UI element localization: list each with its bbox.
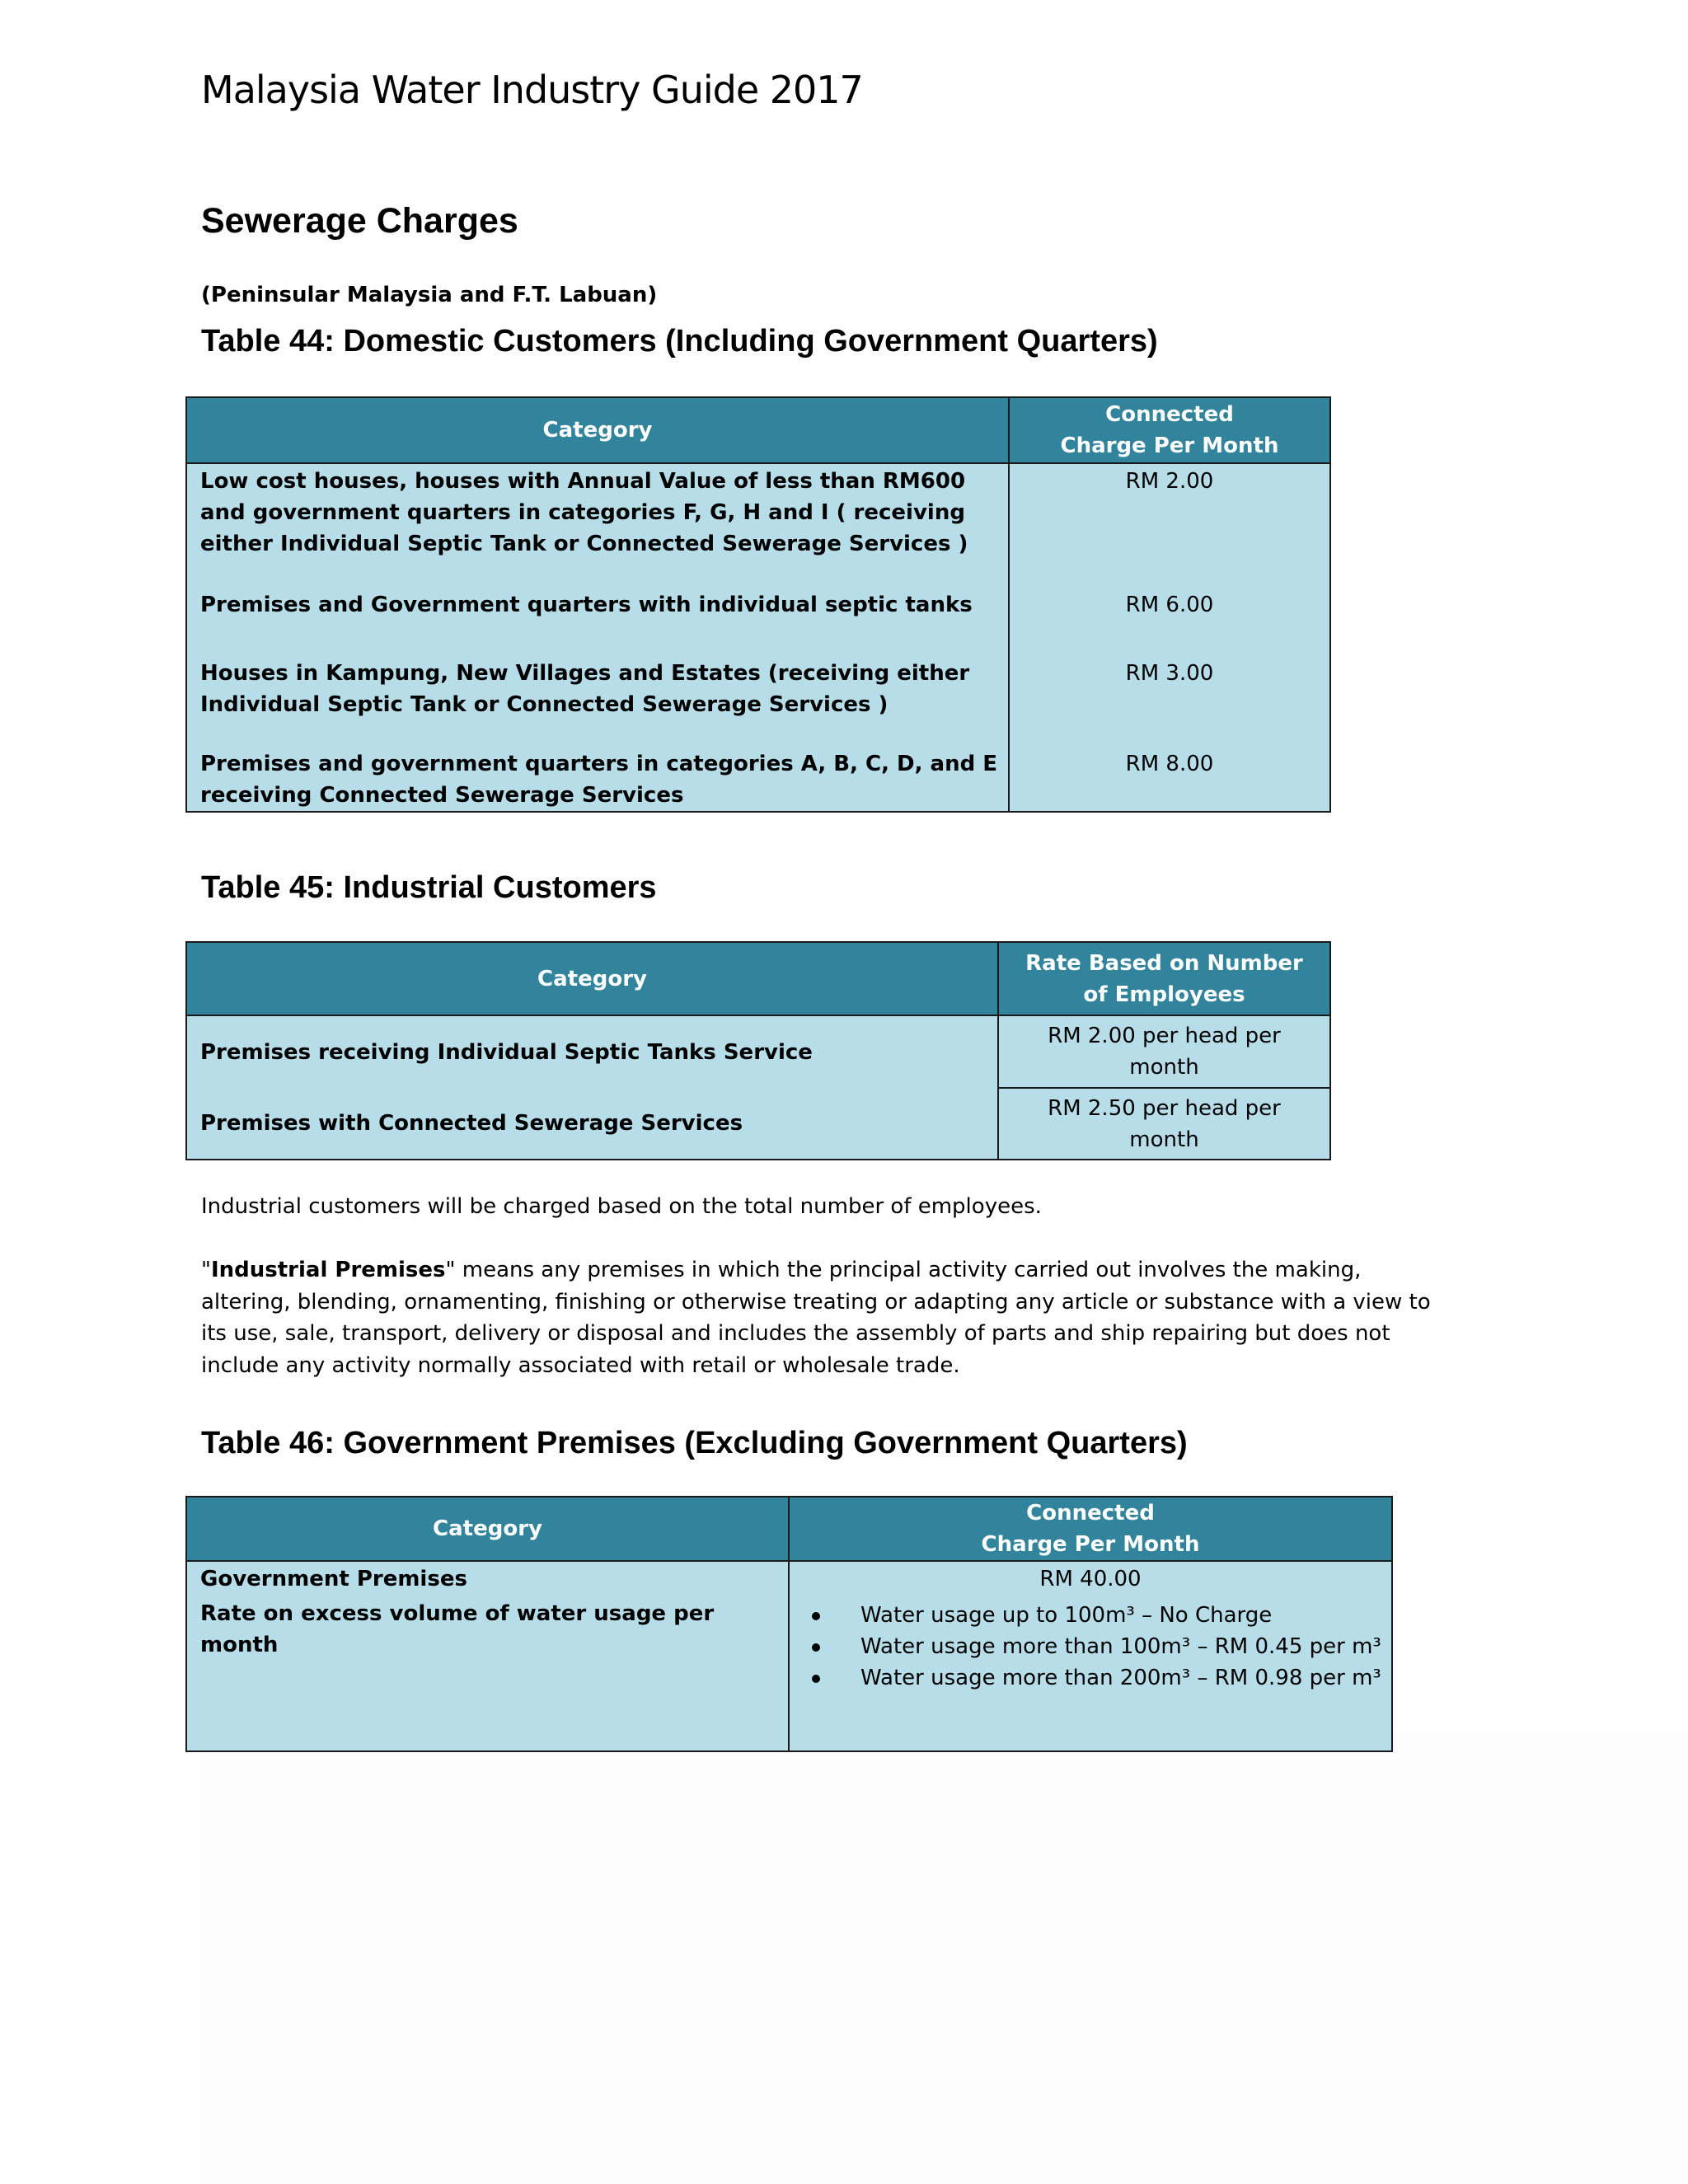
table-row [186, 589, 1330, 654]
table-46-charge-cell: RM 40.00 [789, 1561, 1392, 1598]
industrial-premises-definition [201, 1254, 1454, 1381]
table-44-category-cell: Premises and Government quarters with individual septic tanks [186, 589, 1009, 654]
table-45 [185, 941, 1331, 1160]
table-45-header-row [186, 942, 1330, 1015]
table-44-category-cell: Low cost houses, houses with Annual Value of less than RM600 and government quarters in categories F, G, H and I ( receiving either Individual Septic Tank or Connected Sewerage Services ) [186, 463, 1009, 589]
table-44 [185, 396, 1331, 813]
bullet-icon [812, 1612, 820, 1620]
table-46-header-charge [789, 1497, 1392, 1561]
table-row [186, 1088, 1330, 1160]
table-44-category-cell: Houses in Kampung, New Villages and Estates (receiving either Individual Septic Tank or Connected Sewerage Services ) [186, 654, 1009, 748]
excess-usage-rate-list [790, 1600, 1391, 1694]
definition-body: " means any premises in which the principal activity carried out involves the making, altering, blending, ornamenting, finishing or otherwise treating or adapting any article or substance with a view to its use, sale, transport, delivery or disposal and includes the assembly of parts and ship repairing but does not include any activity normally associated with retail or wholesale trade. [201, 1258, 1431, 1378]
table-46 [185, 1496, 1393, 1752]
table-46-header-row [186, 1497, 1392, 1561]
table-row [186, 1015, 1330, 1088]
table-46-category-cell: Government Premises [186, 1561, 789, 1598]
table-44-category-cell: Premises and government quarters in categories A, B, C, D, and E receiving Connected Sewerage Services [186, 748, 1009, 812]
industrial-charge-note: Industrial customers will be charged based on the total number of employees. [201, 1194, 1042, 1219]
table-row [186, 748, 1330, 812]
table-row [186, 463, 1330, 589]
table-46-title: Table 46: Government Premises (Excluding Government Quarters) [201, 1426, 1188, 1460]
bullet-icon [812, 1643, 820, 1652]
table-row [186, 1561, 1392, 1598]
table-44-charge-cell: RM 8.00 [1009, 748, 1330, 812]
table-46-header-charge-line2: Charge Per Month [981, 1532, 1200, 1557]
table-44-charge-cell: RM 3.00 [1009, 654, 1330, 748]
table-44-header-charge-line2: Charge Per Month [1060, 434, 1279, 458]
table-45-header-rate: Rate Based on Number of Employees [998, 942, 1330, 1015]
list-item-text: Water usage more than 200m³ – RM 0.98 per m³ [860, 1666, 1381, 1690]
table-44-charge-cell: RM 6.00 [1009, 589, 1330, 654]
table-44-header-category: Category [186, 397, 1009, 463]
list-item-text: Water usage up to 100m³ – No Charge [860, 1603, 1273, 1628]
table-45-title: Table 45: Industrial Customers [201, 870, 657, 905]
table-44-header-charge-line1: Connected [1105, 402, 1234, 427]
region-note: (Peninsular Malaysia and F.T. Labuan) [201, 283, 658, 307]
list-item [790, 1631, 1391, 1662]
bullet-icon [812, 1675, 820, 1683]
list-item-text: Water usage more than 100m³ – RM 0.45 per m³ [860, 1634, 1381, 1659]
list-item [790, 1600, 1391, 1631]
table-46-header-category: Category [186, 1497, 789, 1561]
table-46-category-cell: Rate on excess volume of water usage per month [186, 1598, 789, 1751]
table-45-category-cell: Premises receiving Individual Septic Tanks Service [186, 1015, 998, 1088]
table-44-header-row [186, 397, 1330, 463]
section-title: Sewerage Charges [201, 201, 518, 241]
table-row [186, 1598, 1392, 1751]
definition-term: Industrial Premises [210, 1258, 446, 1282]
page-lower-shade [201, 1731, 1688, 2184]
table-row [186, 654, 1330, 748]
table-45-rate-cell: RM 2.50 per head per month [998, 1088, 1330, 1160]
table-46-header-charge-line1: Connected [1026, 1501, 1155, 1526]
table-44-charge-cell: RM 2.00 [1009, 463, 1330, 589]
table-44-header-charge [1009, 397, 1330, 463]
table-46-bullets-cell [789, 1598, 1392, 1751]
table-45-header-category: Category [186, 942, 998, 1015]
table-45-rate-cell: RM 2.00 per head per month [998, 1015, 1330, 1088]
list-item [790, 1662, 1391, 1694]
table-44-title: Table 44: Domestic Customers (Including Government Quarters) [201, 324, 1158, 359]
table-45-category-cell: Premises with Connected Sewerage Services [186, 1088, 998, 1160]
definition-quote: " [201, 1258, 211, 1282]
document-header: Malaysia Water Industry Guide 2017 [201, 68, 863, 112]
